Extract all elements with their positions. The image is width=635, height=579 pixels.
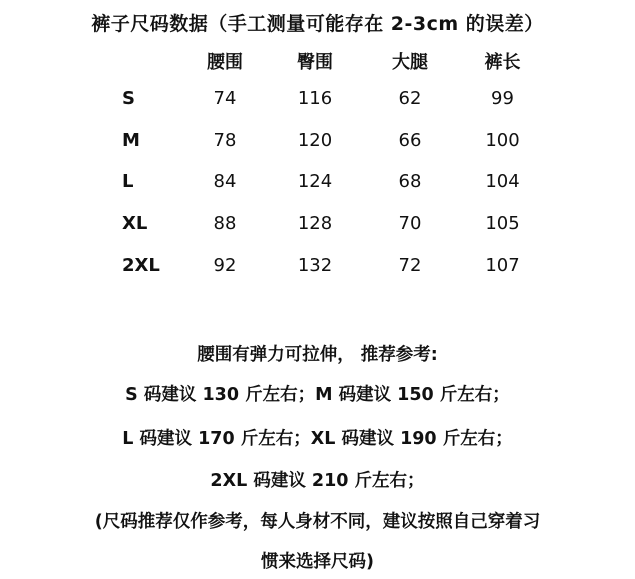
length-value: 99 <box>491 88 514 110</box>
size-table <box>108 44 555 286</box>
column-header-length: 裤长 <box>484 52 521 73</box>
size-recommendation-s-m: S 码建议 130 斤左右；M 码建议 150 斤左右； <box>125 385 510 405</box>
waist-value: 84 <box>213 171 237 193</box>
size-recommendation-2xl: 2XL 码建议 210 斤左右； <box>210 471 425 491</box>
length-value: 105 <box>485 213 520 235</box>
waist-value: 92 <box>213 254 237 276</box>
hip-value: 116 <box>297 88 333 110</box>
thigh-value: 70 <box>398 213 422 235</box>
table-row <box>108 203 555 245</box>
thigh-value: 72 <box>398 254 422 276</box>
thigh-value: 68 <box>398 171 422 193</box>
hip-value: 132 <box>297 254 333 276</box>
table-row <box>108 78 555 120</box>
page-title: 裤子尺码数据（手工测量可能存在 2-3cm 的误差） <box>91 13 544 35</box>
waist-value: 78 <box>213 129 237 151</box>
size-label: M <box>122 129 140 151</box>
thigh-value: 62 <box>398 88 422 110</box>
length-value: 104 <box>485 171 520 193</box>
disclaimer-line-2: 惯来选择尺码) <box>261 552 374 572</box>
thigh-value: 66 <box>398 129 422 151</box>
waist-value: 74 <box>213 88 237 110</box>
hip-value: 128 <box>297 213 333 235</box>
size-label: L <box>122 171 134 193</box>
column-header-size <box>108 44 190 78</box>
disclaimer-line-1: (尺码推荐仅作参考，每人身材不同，建议按照自己穿着习 <box>94 512 541 532</box>
size-label: XL <box>122 213 148 235</box>
column-header-waist: 腰围 <box>207 52 243 73</box>
table-header-row <box>108 44 555 78</box>
column-header-hip: 臀围 <box>297 52 333 73</box>
size-recommendation-l-xl: L 码建议 170 斤左右；XL 码建议 190 斤左右； <box>122 429 513 449</box>
length-value: 100 <box>485 129 520 151</box>
elastic-waist-note: 腰围有弹力可拉伸， 推荐参考: <box>197 345 438 365</box>
table-row <box>108 161 555 203</box>
column-header-thigh: 大腿 <box>392 52 428 73</box>
size-label: 2XL <box>122 254 160 276</box>
hip-value: 124 <box>297 171 333 193</box>
table-row <box>108 244 555 286</box>
size-label: S <box>122 88 135 110</box>
hip-value: 120 <box>297 129 333 151</box>
waist-value: 88 <box>213 213 237 235</box>
table-row <box>108 120 555 162</box>
length-value: 107 <box>485 254 520 276</box>
